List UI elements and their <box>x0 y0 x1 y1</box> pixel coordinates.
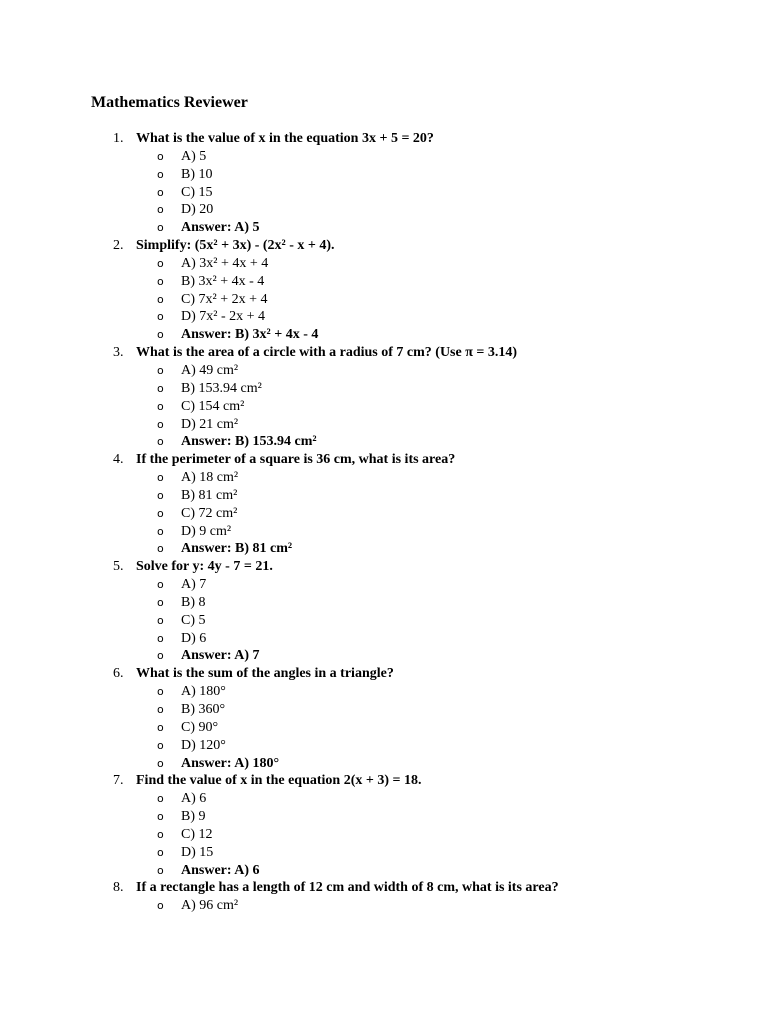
bullet-icon: o <box>157 613 164 627</box>
option-text: B) 9 <box>181 809 206 825</box>
bullet-icon: o <box>157 149 164 163</box>
option-item <box>0 416 768 434</box>
bullet-icon: o <box>157 792 164 806</box>
option-item <box>0 701 768 719</box>
option-item <box>0 273 768 291</box>
bullet-icon: o <box>157 274 164 288</box>
bullet-icon: o <box>157 649 164 663</box>
bullet-icon: o <box>157 863 164 877</box>
option-item <box>0 523 768 541</box>
option-text: D) 21 cm² <box>181 416 239 432</box>
option-item <box>0 148 768 166</box>
option-item <box>0 826 768 844</box>
bullet-icon: o <box>157 720 164 734</box>
option-text: B) 360° <box>181 702 226 717</box>
question-number: 6. <box>113 666 124 682</box>
answer-item <box>0 326 768 344</box>
question-number: 8. <box>113 880 124 896</box>
option-text: D) 7x² - 2x + 4 <box>181 309 266 325</box>
option-item <box>0 487 768 505</box>
option-item <box>0 790 768 808</box>
question-list <box>0 130 768 915</box>
question-item <box>0 130 768 148</box>
option-text: D) 20 <box>181 202 214 218</box>
bullet-icon: o <box>157 363 164 377</box>
option-text: C) 72 cm² <box>181 505 238 521</box>
question-item <box>0 879 768 897</box>
answer-text: Answer: A) 6 <box>181 862 260 878</box>
option-text: A) 96 cm² <box>181 898 239 914</box>
option-text: A) 7 <box>181 577 207 593</box>
question-text: What is the sum of the angles in a triangle? <box>136 666 394 682</box>
bullet-icon: o <box>157 417 164 431</box>
option-item <box>0 897 768 915</box>
option-item <box>0 291 768 309</box>
question-text: If a rectangle has a length of 12 cm and width of 8 cm, what is its area? <box>136 880 559 896</box>
option-text: A) 5 <box>181 148 207 164</box>
option-text: A) 6 <box>181 791 207 807</box>
bullet-icon: o <box>157 328 164 342</box>
bullet-icon: o <box>157 506 164 520</box>
question-text: Solve for y: 4y - 7 = 21. <box>136 559 273 575</box>
answer-text: Answer: A) 5 <box>181 220 260 236</box>
option-item <box>0 612 768 630</box>
bullet-icon: o <box>157 738 164 752</box>
option-item <box>0 255 768 273</box>
question-item <box>0 237 768 255</box>
answer-text: Answer: A) 7 <box>181 648 260 664</box>
option-text: A) 18 cm² <box>181 470 239 486</box>
option-text: C) 7x² + 2x + 4 <box>181 291 268 307</box>
option-text: D) 120° <box>181 737 226 753</box>
answer-text: Answer: B) 3x² + 4x - 4 <box>181 327 319 343</box>
question-item <box>0 451 768 469</box>
option-item <box>0 469 768 487</box>
option-text: A) 3x² + 4x + 4 <box>181 255 269 271</box>
answer-text: Answer: B) 153.94 cm² <box>181 434 317 450</box>
answer-item <box>0 433 768 451</box>
option-item <box>0 166 768 184</box>
option-text: A) 49 cm² <box>181 362 239 378</box>
answer-text: Answer: B) 81 cm² <box>181 541 293 557</box>
bullet-icon: o <box>157 292 164 306</box>
option-item <box>0 630 768 648</box>
question-number: 7. <box>113 773 124 789</box>
question-text: Find the value of x in the equation 2(x + 3) = 18. <box>136 773 422 789</box>
option-text: B) 3x² + 4x - 4 <box>181 273 265 289</box>
bullet-icon: o <box>157 471 164 485</box>
option-item <box>0 719 768 737</box>
option-item <box>0 844 768 862</box>
option-text: B) 10 <box>181 166 213 182</box>
option-item <box>0 683 768 701</box>
answer-item <box>0 540 768 558</box>
option-text: C) 90° <box>181 719 219 735</box>
option-item <box>0 184 768 202</box>
question-text: What is the value of x in the equation 3x + 5 = 20? <box>136 131 434 146</box>
option-text: A) 180° <box>181 684 226 700</box>
bullet-icon: o <box>157 703 164 716</box>
option-text: B) 81 cm² <box>181 487 238 503</box>
option-text: B) 153.94 cm² <box>181 380 262 396</box>
bullet-icon: o <box>157 899 164 913</box>
question-number: 2. <box>113 238 124 254</box>
bullet-icon: o <box>157 256 164 270</box>
option-item <box>0 362 768 380</box>
question-number: 3. <box>113 345 124 361</box>
answer-item <box>0 647 768 665</box>
answer-item <box>0 219 768 237</box>
bullet-icon: o <box>157 827 164 841</box>
document-title: Mathematics Reviewer <box>91 94 248 111</box>
bullet-icon: o <box>157 631 164 645</box>
bullet-icon: o <box>157 542 164 556</box>
option-text: D) 9 cm² <box>181 523 232 539</box>
bullet-icon: o <box>157 845 164 859</box>
option-text: C) 5 <box>181 612 206 628</box>
bullet-icon: o <box>157 185 164 199</box>
question-text: Simplify: (5x² + 3x) - (2x² - x + 4). <box>136 238 335 254</box>
option-item <box>0 808 768 826</box>
bullet-icon: o <box>157 221 164 235</box>
bullet-icon: o <box>157 399 164 413</box>
bullet-icon: o <box>157 685 164 699</box>
question-number: 4. <box>113 452 124 468</box>
answer-item <box>0 862 768 880</box>
option-text: C) 154 cm² <box>181 398 245 414</box>
option-text: D) 15 <box>181 844 214 860</box>
question-number: 1. <box>113 131 124 146</box>
bullet-icon: o <box>157 435 164 449</box>
option-item <box>0 576 768 594</box>
bullet-icon: o <box>157 310 164 324</box>
answer-text: Answer: A) 180° <box>181 755 280 771</box>
answer-item <box>0 755 768 773</box>
bullet-icon: o <box>157 167 164 181</box>
bullet-icon: o <box>157 381 164 395</box>
bullet-icon: o <box>157 578 164 592</box>
question-item <box>0 772 768 790</box>
question-text: What is the area of a circle with a radius of 7 cm? (Use π = 3.14) <box>136 345 518 361</box>
question-item <box>0 558 768 576</box>
option-item <box>0 201 768 219</box>
option-text: C) 12 <box>181 826 213 842</box>
question-item <box>0 665 768 683</box>
option-item <box>0 308 768 326</box>
bullet-icon: o <box>157 524 164 538</box>
bullet-icon: o <box>157 595 164 609</box>
option-text: C) 15 <box>181 184 213 200</box>
option-item <box>0 398 768 416</box>
bullet-icon: o <box>157 203 164 217</box>
bullet-icon: o <box>157 810 164 824</box>
option-item <box>0 380 768 398</box>
option-text: D) 6 <box>181 630 207 646</box>
option-text: B) 8 <box>181 594 206 610</box>
option-item <box>0 737 768 755</box>
question-number: 5. <box>113 559 124 575</box>
option-item <box>0 594 768 612</box>
bullet-icon: o <box>157 756 164 770</box>
question-text: If the perimeter of a square is 36 cm, what is its area? <box>136 452 456 468</box>
question-item <box>0 344 768 362</box>
option-item <box>0 505 768 523</box>
bullet-icon: o <box>157 488 164 502</box>
